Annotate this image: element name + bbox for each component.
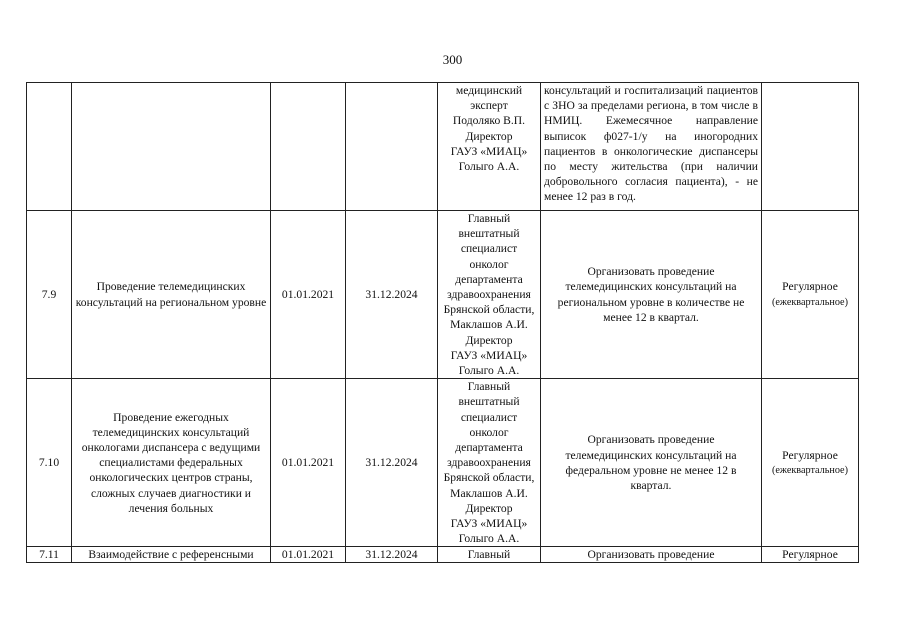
result-cell: Организовать проведение телемедицинских консультаций на федеральном уровне не менее 12 в квартал. xyxy=(541,379,762,547)
table-row xyxy=(27,83,859,211)
responsible-line: медицинский xyxy=(455,84,523,97)
responsible-line: специалист xyxy=(460,242,518,256)
event-cell: Взаимодействие с референсными xyxy=(72,547,271,563)
row-number-cell: 7.10 xyxy=(27,379,72,547)
regularity-cell xyxy=(762,83,859,211)
responsible-line: Главный xyxy=(467,212,511,225)
regularity-label: Регулярное xyxy=(782,280,838,294)
responsible-line: Голыго А.А. xyxy=(458,364,520,378)
regularity-cell xyxy=(762,379,859,547)
regularity-note: (ежеквартальное) xyxy=(772,296,848,308)
end-date-cell: 31.12.2024 xyxy=(346,547,438,563)
event-cell xyxy=(72,83,271,211)
responsible-line: онколог xyxy=(469,425,509,439)
regularity-label: Регулярное xyxy=(782,448,838,462)
row-number-cell: 7.9 xyxy=(27,211,72,379)
responsible-line: внештатный xyxy=(458,395,520,409)
responsible-line: Брянской области, xyxy=(443,471,535,485)
table-row xyxy=(27,211,859,379)
responsible-line: внештатный xyxy=(458,227,520,241)
responsible-line: специалист xyxy=(460,410,518,424)
start-date-cell: 01.01.2021 xyxy=(271,547,346,563)
responsible-line: ГАУЗ «МИАЦ» xyxy=(450,517,528,531)
responsible-line: Директор xyxy=(465,333,513,347)
activity-plan-table xyxy=(26,82,859,563)
responsible-line: Маклашов А.И. xyxy=(450,318,528,332)
responsible-line: эксперт xyxy=(470,99,508,113)
responsible-line: Директор xyxy=(465,129,513,143)
page-number: 300 xyxy=(442,52,463,67)
responsible-line: онколог xyxy=(469,257,509,271)
responsible-line: Главный xyxy=(467,548,511,562)
table-row xyxy=(27,547,859,563)
regularity-note: (ежеквартальное) xyxy=(772,464,848,476)
end-date-cell: 31.12.2024 xyxy=(346,379,438,547)
result-cell: Организовать проведение телемедицинских консультаций на региональном уровне в количестве не менее 12 в квартал. xyxy=(541,211,762,379)
responsible-line: Директор xyxy=(465,501,513,515)
event-cell: Проведение ежегодных телемедицинских консультаций онкологами диспансера с ведущими специалистами федеральных онкологических центров страны, сложных случаев диагностики и лечения больных xyxy=(72,379,271,547)
regularity-label: Регулярное xyxy=(782,548,838,562)
responsible-line: департамента xyxy=(455,441,523,455)
responsible-cell xyxy=(438,83,541,211)
responsible-line: Главный xyxy=(467,380,511,394)
responsible-cell xyxy=(438,211,541,379)
start-date-cell: 01.01.2021 xyxy=(271,211,346,379)
row-number-cell xyxy=(27,83,72,211)
responsible-line: Маклашов А.И. xyxy=(450,486,528,500)
responsible-line: ГАУЗ «МИАЦ» xyxy=(450,144,528,158)
regularity-cell xyxy=(762,547,859,563)
responsible-line: департамента xyxy=(455,272,523,286)
responsible-line: Брянской области, xyxy=(443,303,535,317)
end-date-cell xyxy=(346,83,438,211)
responsible-cell xyxy=(438,547,541,563)
end-date-cell: 31.12.2024 xyxy=(346,211,438,379)
responsible-line: ГАУЗ «МИАЦ» xyxy=(450,348,528,362)
table-row xyxy=(27,379,859,547)
responsible-line: здравоохранения xyxy=(447,456,531,470)
start-date-cell: 01.01.2021 xyxy=(271,379,346,547)
responsible-line: Голыго А.А. xyxy=(458,532,520,546)
result-cell: Организовать проведение xyxy=(541,547,762,563)
responsible-line: Подоляко В.П. xyxy=(452,114,526,128)
row-number-cell: 7.11 xyxy=(27,547,72,563)
responsible-line: здравоохранения xyxy=(447,288,531,302)
event-cell: Проведение телемедицинских консультаций на региональном уровне xyxy=(72,211,271,379)
result-cell: консультаций и госпитализаций пациентов с ЗНО за пределами региона, в том числе в НМИЦ. Ежемесячное направление выписок ф027-1/у на иногородних пациентов в онкологические диспансеры по месту жительства (при наличии добровольного согласия пациента), - не менее 12 раз в год. xyxy=(541,83,762,211)
start-date-cell xyxy=(271,83,346,211)
responsible-cell xyxy=(438,379,541,547)
regularity-cell xyxy=(762,211,859,379)
responsible-line: Голыго А.А. xyxy=(458,160,520,174)
